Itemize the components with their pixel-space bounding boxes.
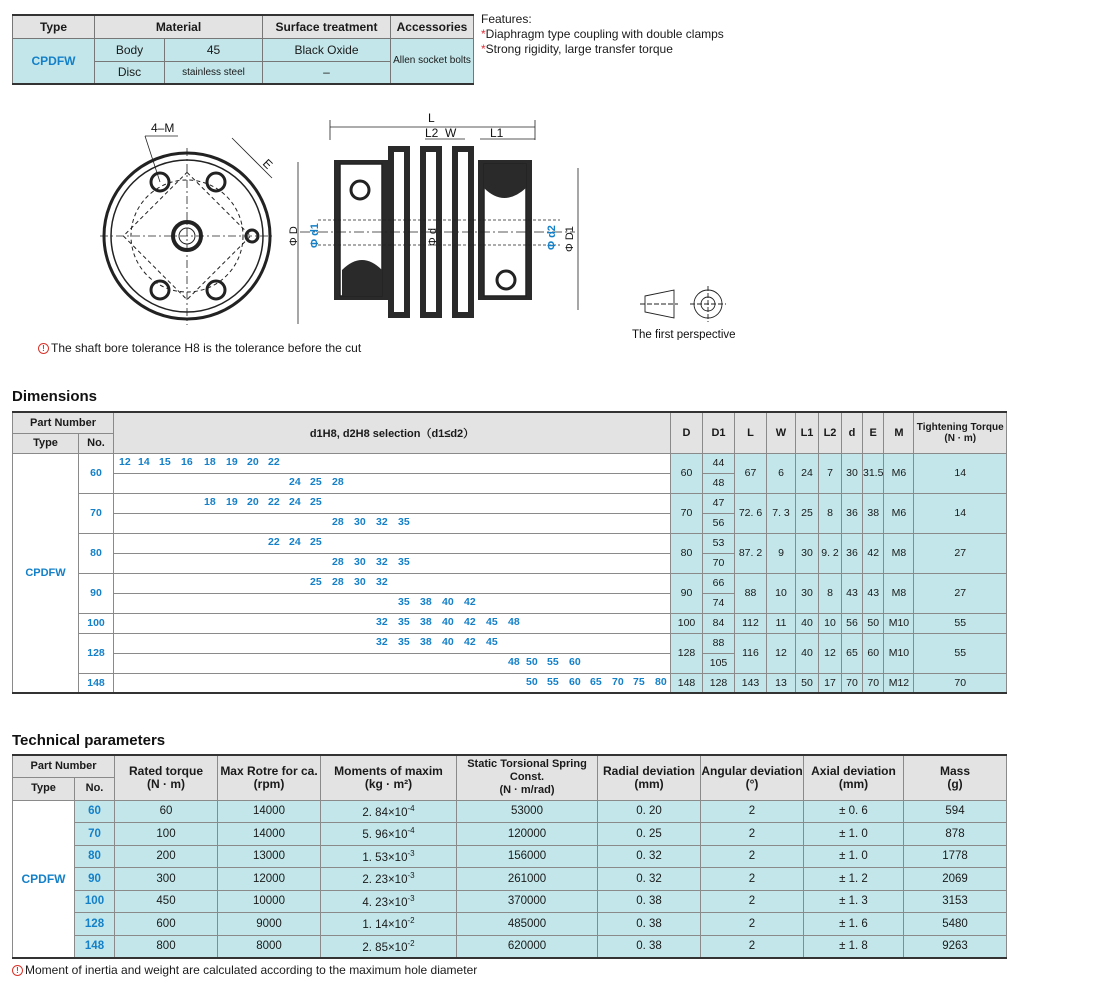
dims-T: 14 (914, 453, 1007, 493)
tech-header-axial: Axial deviation (mm) (804, 755, 904, 800)
tech-no: 70 (75, 823, 115, 846)
diameter-value: 28 (332, 515, 344, 528)
tech-header-type: Type (13, 778, 75, 801)
label-phi-d-small: Φ d (427, 228, 439, 246)
dims-header-d: d (842, 412, 863, 453)
dims-header-selection: d1H8, d2H8 selection（d1≤d2） (114, 412, 671, 453)
dims-header-D1: D1 (703, 412, 735, 453)
dims-L2: 12 (819, 633, 842, 673)
mat-header-surface: Surface treatment (263, 15, 391, 38)
perspective-caption: The first perspective (632, 329, 736, 340)
tech-torque: 800 (115, 935, 218, 958)
shaft-note: ! The shaft bore tolerance H8 is the tolerance before the cut (38, 341, 361, 355)
dims-d: 70 (842, 673, 863, 693)
dims-L: 143 (735, 673, 767, 693)
diameter-value: 50 (526, 675, 538, 688)
diameter-value: 22 (268, 455, 280, 468)
diameter-value: 42 (464, 615, 476, 628)
mat-header-material: Material (95, 15, 263, 38)
dims-selection (114, 453, 671, 473)
dims-D: 100 (671, 613, 703, 633)
dims-header-D: D (671, 412, 703, 453)
dims-d: 36 (842, 493, 863, 533)
tech-mass: 5480 (904, 913, 1007, 936)
dims-L: 116 (735, 633, 767, 673)
technical-drawing (0, 100, 760, 340)
dims-T: 70 (914, 673, 1007, 693)
mat-part-body: Body (95, 38, 165, 61)
diameter-value: 18 (204, 495, 216, 508)
diameter-value: 55 (547, 655, 559, 668)
dims-L1: 30 (796, 533, 819, 573)
diameter-value: 38 (420, 615, 432, 628)
dims-M: M6 (884, 453, 914, 493)
tech-row (13, 913, 1007, 936)
diameter-value: 20 (247, 495, 259, 508)
diameter-value: 28 (332, 555, 344, 568)
dims-W: 11 (767, 613, 796, 633)
dims-E: 70 (863, 673, 884, 693)
diameter-value: 28 (332, 575, 344, 588)
tech-axial: ± 1. 0 (804, 845, 904, 868)
dims-header-L2: L2 (819, 412, 842, 453)
dims-row (13, 453, 1007, 473)
diameter-value: 28 (332, 475, 344, 488)
diameter-value: 32 (376, 615, 388, 628)
tech-moment: 4. $23\times 10^{-3}$ (321, 890, 457, 913)
tech-header-part-number: Part Number (13, 755, 115, 778)
diameter-value: 40 (442, 595, 454, 608)
tech-row (13, 823, 1007, 846)
dims-no: 128 (79, 633, 114, 673)
dims-L: 72. 6 (735, 493, 767, 533)
dims-row (13, 633, 1007, 653)
label-e: E (259, 156, 276, 172)
diameter-value: 12 (119, 455, 131, 468)
tech-mass: 3153 (904, 890, 1007, 913)
dims-row (13, 533, 1007, 553)
dims-header-L1: L1 (796, 412, 819, 453)
dims-D1: 84 (703, 613, 735, 633)
dims-M: M10 (884, 633, 914, 673)
diameter-value: 40 (442, 615, 454, 628)
diameter-value: 25 (310, 475, 322, 488)
label-4m: 4–M (151, 121, 175, 135)
dims-selection (114, 653, 671, 673)
dims-d: 30 (842, 453, 863, 493)
tech-radial: 0. 32 (598, 868, 701, 891)
tech-spring: 370000 (457, 890, 598, 913)
tech-mass: 9263 (904, 935, 1007, 958)
diameter-value: 30 (354, 575, 366, 588)
diameter-value: 35 (398, 555, 410, 568)
tech-row (13, 935, 1007, 958)
mat-surface-body: Black Oxide (263, 38, 391, 61)
dims-L2: 7 (819, 453, 842, 493)
diameter-value: 32 (376, 555, 388, 568)
tech-mass: 594 (904, 800, 1007, 823)
dims-T: 14 (914, 493, 1007, 533)
diameter-value: 14 (138, 455, 150, 468)
dims-no: 70 (79, 493, 114, 533)
tech-no: 90 (75, 868, 115, 891)
diameter-value: 18 (204, 455, 216, 468)
diameter-value: 35 (398, 635, 410, 648)
technical-title: Technical parameters (12, 732, 166, 749)
dims-L1: 40 (796, 613, 819, 633)
tech-row (13, 845, 1007, 868)
dims-d: 36 (842, 533, 863, 573)
dims-L2: 8 (819, 493, 842, 533)
tech-header-mass: Mass (g) (904, 755, 1007, 800)
diameter-value: 32 (376, 515, 388, 528)
tech-header-rated: Rated torque (N · m) (115, 755, 218, 800)
mat-part-disc: Disc (95, 61, 165, 84)
tech-angular: 2 (701, 913, 804, 936)
mat-surface-disc: – (263, 61, 391, 84)
dims-selection (114, 673, 671, 693)
dims-D: 148 (671, 673, 703, 693)
dims-E: 43 (863, 573, 884, 613)
diameter-value: 40 (442, 635, 454, 648)
diameter-value: 42 (464, 635, 476, 648)
dims-T: 55 (914, 613, 1007, 633)
dims-W: 9 (767, 533, 796, 573)
tech-header-moment: Moments of maxim (kg · m²) (321, 755, 457, 800)
tech-rpm: 12000 (218, 868, 321, 891)
diameter-value: 48 (508, 615, 520, 628)
dims-header-torque: Tightening Torque (N · m) (914, 412, 1007, 453)
dimensions-table (12, 411, 1007, 694)
diameter-value: 25 (310, 495, 322, 508)
diameter-value: 35 (398, 515, 410, 528)
dims-E: 31.5 (863, 453, 884, 493)
warning-icon: ! (38, 343, 49, 354)
tech-axial: ± 1. 3 (804, 890, 904, 913)
dims-D1: 47 (703, 493, 735, 513)
side-view (298, 120, 578, 324)
diameter-value: 35 (398, 615, 410, 628)
dims-selection (114, 493, 671, 513)
tech-spring: 620000 (457, 935, 598, 958)
diameter-value: 65 (590, 675, 602, 688)
dims-D1: 48 (703, 473, 735, 493)
tech-torque: 450 (115, 890, 218, 913)
dims-T: 27 (914, 533, 1007, 573)
front-view (100, 136, 272, 325)
diameter-value: 16 (181, 455, 193, 468)
label-w: W (445, 126, 457, 140)
tech-header-radial: Radial deviation (mm) (598, 755, 701, 800)
dims-L1: 25 (796, 493, 819, 533)
diameter-value: 32 (376, 635, 388, 648)
dims-L1: 50 (796, 673, 819, 693)
dims-W: 7. 3 (767, 493, 796, 533)
moment-note: ! Moment of inertia and weight are calculated according to the maximum hole diameter (12, 963, 477, 977)
dims-header-no: No. (79, 433, 114, 453)
dims-E: 42 (863, 533, 884, 573)
dims-header-M: M (884, 412, 914, 453)
tech-angular: 2 (701, 890, 804, 913)
dims-D: 90 (671, 573, 703, 613)
projection-symbol (640, 286, 726, 322)
diameter-value: 42 (464, 595, 476, 608)
dims-E: 38 (863, 493, 884, 533)
dims-M: M8 (884, 573, 914, 613)
dims-D: 60 (671, 453, 703, 493)
feature-item: *Strong rigidity, large transfer torque (481, 42, 673, 56)
dims-row (13, 613, 1007, 633)
dims-header-part-number: Part Number (13, 412, 114, 433)
tech-torque: 60 (115, 800, 218, 823)
dims-row (13, 493, 1007, 513)
tech-spring: 120000 (457, 823, 598, 846)
diameter-value: 45 (486, 615, 498, 628)
diameter-value: 25 (310, 535, 322, 548)
tech-moment: 1. $53\times 10^{-3}$ (321, 845, 457, 868)
tech-moment: 1. $14\times 10^{-2}$ (321, 913, 457, 936)
dims-D: 80 (671, 533, 703, 573)
dimensions-title: Dimensions (12, 388, 98, 405)
mat-header-accessories: Accessories (391, 15, 474, 38)
diameter-value: 32 (376, 575, 388, 588)
diameter-value: 19 (226, 495, 238, 508)
dims-header-type: Type (13, 433, 79, 453)
diameter-value: 38 (420, 595, 432, 608)
diameter-value: 30 (354, 515, 366, 528)
label-l2: L2 (425, 126, 439, 140)
dims-D1: 105 (703, 653, 735, 673)
dims-D1: 56 (703, 513, 735, 533)
tech-radial: 0. 38 (598, 890, 701, 913)
dims-D1: 128 (703, 673, 735, 693)
label-l1: L1 (490, 126, 504, 140)
tech-angular: 2 (701, 868, 804, 891)
dims-no: 100 (79, 613, 114, 633)
tech-mass: 2069 (904, 868, 1007, 891)
dims-T: 55 (914, 633, 1007, 673)
dims-d: 56 (842, 613, 863, 633)
tech-moment: 2. $85\times 10^{-2}$ (321, 935, 457, 958)
dims-E: 60 (863, 633, 884, 673)
diameter-value: 15 (159, 455, 171, 468)
dims-selection (114, 533, 671, 553)
diameter-value: 24 (289, 475, 301, 488)
dims-selection (114, 573, 671, 593)
mat-type: CPDFW (13, 38, 95, 84)
tech-axial: ± 1. 8 (804, 935, 904, 958)
tech-moment: 5. $96\times 10^{-4}$ (321, 823, 457, 846)
tech-rpm: 14000 (218, 800, 321, 823)
diameter-value: 20 (247, 455, 259, 468)
diameter-value: 19 (226, 455, 238, 468)
tech-radial: 0. 38 (598, 935, 701, 958)
tech-torque: 200 (115, 845, 218, 868)
tech-axial: ± 1. 0 (804, 823, 904, 846)
dims-M: M8 (884, 533, 914, 573)
label-phi-D1: Φ D1 (564, 226, 576, 252)
dims-L2: 10 (819, 613, 842, 633)
dims-L: 88 (735, 573, 767, 613)
dims-M: M10 (884, 613, 914, 633)
tech-radial: 0. 20 (598, 800, 701, 823)
tech-radial: 0. 32 (598, 845, 701, 868)
tech-row (13, 868, 1007, 891)
dims-L2: 17 (819, 673, 842, 693)
dims-d: 43 (842, 573, 863, 613)
dims-M: M6 (884, 493, 914, 533)
tech-rpm: 8000 (218, 935, 321, 958)
diameter-value: 75 (633, 675, 645, 688)
tech-row (13, 890, 1007, 913)
diameter-value: 25 (310, 575, 322, 588)
tech-spring: 485000 (457, 913, 598, 936)
dims-M: M12 (884, 673, 914, 693)
diameter-value: 55 (547, 675, 559, 688)
features-title: Features: (481, 12, 532, 26)
diameter-value: 48 (508, 655, 520, 668)
feature-item: *Diaphragm type coupling with double clamps (481, 27, 724, 41)
dims-header-L: L (735, 412, 767, 453)
tech-rpm: 13000 (218, 845, 321, 868)
tech-row (13, 800, 1007, 823)
mat-accessories: Allen socket bolts (391, 38, 474, 84)
tech-spring: 53000 (457, 800, 598, 823)
diameter-value: 30 (354, 555, 366, 568)
tech-axial: ± 1. 2 (804, 868, 904, 891)
label-phi-d1: Φ d1 (309, 223, 321, 248)
dims-L2: 9. 2 (819, 533, 842, 573)
diameter-value: 38 (420, 635, 432, 648)
dims-L: 112 (735, 613, 767, 633)
tech-spring: 156000 (457, 845, 598, 868)
dims-header-W: W (767, 412, 796, 453)
diameter-value: 24 (289, 535, 301, 548)
tech-angular: 2 (701, 823, 804, 846)
tech-header-no: No. (75, 778, 115, 801)
tech-no: 60 (75, 800, 115, 823)
dims-L1: 30 (796, 573, 819, 613)
diameter-value: 35 (398, 595, 410, 608)
dims-d: 65 (842, 633, 863, 673)
dims-selection (114, 633, 671, 653)
technical-table (12, 754, 1007, 959)
tech-type: CPDFW (13, 800, 75, 958)
tech-header-angular: Angular deviation (°) (701, 755, 804, 800)
tech-angular: 2 (701, 845, 804, 868)
tech-torque: 100 (115, 823, 218, 846)
tech-axial: ± 0. 6 (804, 800, 904, 823)
warning-icon: ! (12, 965, 23, 976)
tech-torque: 600 (115, 913, 218, 936)
tech-header-maxrot: Max Rotre for ca. (rpm) (218, 755, 321, 800)
tech-angular: 2 (701, 935, 804, 958)
tech-spring: 261000 (457, 868, 598, 891)
tech-mass: 878 (904, 823, 1007, 846)
tech-axial: ± 1. 6 (804, 913, 904, 936)
dims-W: 6 (767, 453, 796, 493)
dims-row (13, 673, 1007, 693)
tech-rpm: 9000 (218, 913, 321, 936)
dims-L: 87. 2 (735, 533, 767, 573)
dims-D1: 74 (703, 593, 735, 613)
tech-moment: 2. $84\times 10^{-4}$ (321, 800, 457, 823)
dims-D1: 88 (703, 633, 735, 653)
mat-material-disc: stainless steel (165, 61, 263, 84)
tech-header-static: Static Torsional Spring Const. (N · m/rad) (457, 755, 598, 800)
dims-selection (114, 613, 671, 633)
tech-rpm: 10000 (218, 890, 321, 913)
label-phi-d: Φ D (288, 226, 300, 246)
dims-T: 27 (914, 573, 1007, 613)
material-table (12, 14, 474, 85)
dims-W: 10 (767, 573, 796, 613)
tech-no: 128 (75, 913, 115, 936)
dims-D1: 53 (703, 533, 735, 553)
dims-selection (114, 473, 671, 493)
tech-moment: 2. $23\times 10^{-3}$ (321, 868, 457, 891)
tech-radial: 0. 38 (598, 913, 701, 936)
dims-no: 80 (79, 533, 114, 573)
diameter-value: 22 (268, 535, 280, 548)
tech-mass: 1778 (904, 845, 1007, 868)
features (481, 12, 724, 57)
label-l: L (428, 111, 435, 125)
dims-W: 12 (767, 633, 796, 673)
dims-L1: 24 (796, 453, 819, 493)
mat-material-body: 45 (165, 38, 263, 61)
dims-selection (114, 593, 671, 613)
diameter-value: 70 (612, 675, 624, 688)
dims-D: 128 (671, 633, 703, 673)
dims-no: 60 (79, 453, 114, 493)
dims-D1: 44 (703, 453, 735, 473)
diameter-value: 60 (569, 675, 581, 688)
dims-type: CPDFW (13, 453, 79, 693)
dims-D: 70 (671, 493, 703, 533)
dims-row (13, 573, 1007, 593)
diameter-value: 80 (655, 675, 667, 688)
tech-no: 100 (75, 890, 115, 913)
dims-no: 90 (79, 573, 114, 613)
dims-selection (114, 553, 671, 573)
dims-selection (114, 513, 671, 533)
dims-W: 13 (767, 673, 796, 693)
label-phi-d2: Φ d2 (546, 225, 558, 250)
tech-no: 148 (75, 935, 115, 958)
mat-header-type: Type (13, 15, 95, 38)
dims-D1: 70 (703, 553, 735, 573)
diameter-value: 24 (289, 495, 301, 508)
dims-no: 148 (79, 673, 114, 693)
tech-rpm: 14000 (218, 823, 321, 846)
dims-L1: 40 (796, 633, 819, 673)
dims-D1: 66 (703, 573, 735, 593)
tech-radial: 0. 25 (598, 823, 701, 846)
dims-L2: 8 (819, 573, 842, 613)
diameter-value: 22 (268, 495, 280, 508)
diameter-value: 60 (569, 655, 581, 668)
tech-no: 80 (75, 845, 115, 868)
diameter-value: 45 (486, 635, 498, 648)
dims-E: 50 (863, 613, 884, 633)
tech-torque: 300 (115, 868, 218, 891)
dims-header-E: E (863, 412, 884, 453)
tech-angular: 2 (701, 800, 804, 823)
dims-L: 67 (735, 453, 767, 493)
diameter-value: 50 (526, 655, 538, 668)
